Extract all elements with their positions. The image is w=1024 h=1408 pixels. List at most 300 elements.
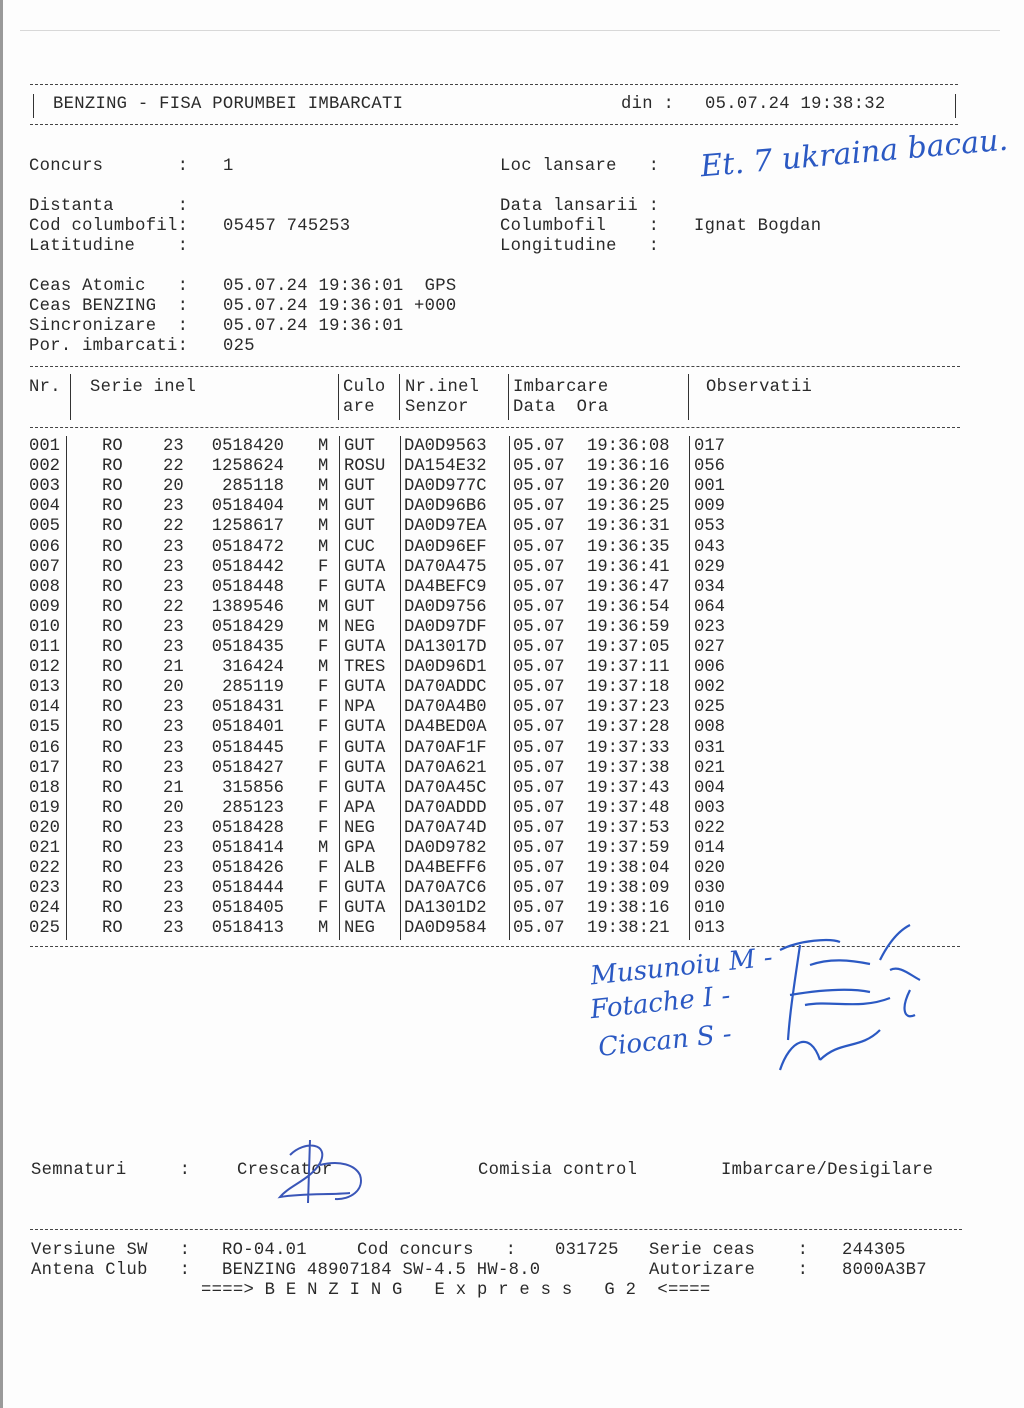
cell-an: 23 <box>163 839 184 858</box>
cell-observatii: 027 <box>694 638 725 657</box>
cell-ora: 19:37:33 <box>587 738 670 758</box>
cell-tara: RO <box>102 798 123 818</box>
crescator-signature <box>260 1135 380 1215</box>
concurs-value: 1 <box>223 157 234 176</box>
cell-tara: RO <box>102 557 123 577</box>
table-row <box>0 517 760 537</box>
col-header-imbarcare-1: Imbarcare <box>513 378 609 397</box>
cell-an: 23 <box>163 497 184 517</box>
cell-nr: 016 <box>29 738 60 758</box>
cell-inel: 0518445 <box>211 738 284 758</box>
cell-observatii: 031 <box>694 738 725 758</box>
imbarcare-desigilare-label: Imbarcare/Desigilare <box>721 1161 934 1180</box>
latitudine-label: Latitudine : <box>29 237 189 256</box>
distanta-label: Distanta : <box>29 197 189 216</box>
cell-culoare: GUTA <box>344 678 386 698</box>
cell-inel: 0518472 <box>211 537 284 557</box>
cell-an: 23 <box>163 859 184 879</box>
cell-nr: 001 <box>29 437 60 456</box>
cell-senzor: DA0D96D1 <box>404 658 487 678</box>
cell-inel: 0518401 <box>211 718 284 738</box>
cell-tara: RO <box>102 859 123 879</box>
cell-senzor: DA1301D2 <box>404 899 487 919</box>
cell-culoare: CUC <box>344 537 375 557</box>
cell-sex: M <box>318 617 329 637</box>
cell-ora: 19:38:16 <box>587 899 670 919</box>
cell-nr: 003 <box>29 477 60 497</box>
header-sep-4 <box>508 374 509 420</box>
cell-culoare: GUTA <box>344 557 386 577</box>
cell-inel: 0518404 <box>211 497 284 517</box>
cell-ora: 19:36:16 <box>587 457 670 477</box>
autorizare-label: Autorizare : <box>649 1261 809 1280</box>
cell-an: 20 <box>163 798 184 818</box>
cell-ora: 19:37:23 <box>587 698 670 718</box>
table-row <box>0 779 760 799</box>
cod-columbofil-label: Cod columbofil: <box>29 217 189 236</box>
cell-an: 23 <box>163 698 184 718</box>
cell-sex: M <box>318 658 329 678</box>
cell-inel: 0518429 <box>211 617 284 637</box>
cell-ora: 19:36:31 <box>587 517 670 537</box>
table-row <box>0 899 760 919</box>
cell-data: 05.07 <box>513 577 565 597</box>
cell-culoare: NEG <box>344 919 375 939</box>
cell-culoare: GUT <box>344 437 375 456</box>
cell-senzor: DA0D9584 <box>404 919 487 939</box>
cell-senzor: DA70A7C6 <box>404 879 487 899</box>
cell-inel: 0518420 <box>211 437 284 456</box>
cell-an: 23 <box>163 638 184 657</box>
table-row <box>0 538 760 558</box>
cell-culoare: GUT <box>344 517 375 537</box>
concurs-label: Concurs : <box>29 157 189 176</box>
cell-nr: 018 <box>29 778 60 798</box>
cell-an: 23 <box>163 738 184 758</box>
cell-nr: 020 <box>29 818 60 838</box>
cell-sex: F <box>318 557 329 577</box>
table-row <box>0 919 760 939</box>
cell-tara: RO <box>102 758 123 778</box>
document-title: BENZING - FISA PORUMBEI IMBARCATI <box>53 95 404 114</box>
cell-tara: RO <box>102 879 123 899</box>
header-box-bottom <box>30 124 958 125</box>
cell-senzor: DA4BEFF6 <box>404 859 487 879</box>
col-header-observatii: Observatii <box>706 378 813 397</box>
cell-an: 20 <box>163 477 184 497</box>
cell-data: 05.07 <box>513 859 565 879</box>
commission-signatures <box>760 920 940 1080</box>
ceas-benzing-label: Ceas BENZING : <box>29 297 189 316</box>
cell-tara: RO <box>102 738 123 758</box>
cell-data: 05.07 <box>513 638 565 657</box>
table-row <box>0 497 760 517</box>
cell-ora: 19:36:41 <box>587 557 670 577</box>
cell-observatii: 009 <box>694 497 725 517</box>
cell-tara: RO <box>102 437 123 456</box>
cell-senzor: DA0D97DF <box>404 617 487 637</box>
cell-ora: 19:37:05 <box>587 638 670 657</box>
cell-an: 21 <box>163 658 184 678</box>
cell-tara: RO <box>102 899 123 919</box>
cell-ora: 19:36:54 <box>587 597 670 617</box>
cell-culoare: APA <box>344 798 375 818</box>
semnaturi-label: Semnaturi : <box>31 1161 191 1180</box>
cell-observatii: 017 <box>694 437 725 456</box>
cell-tara: RO <box>102 658 123 678</box>
cell-an: 22 <box>163 517 184 537</box>
cell-nr: 015 <box>29 718 60 738</box>
cell-culoare: GUTA <box>344 738 386 758</box>
cell-data: 05.07 <box>513 557 565 577</box>
header-box-left <box>33 94 34 118</box>
cell-tara: RO <box>102 638 123 657</box>
cell-sex: M <box>318 437 329 456</box>
table-row <box>0 859 760 879</box>
header-sep-2 <box>338 374 339 420</box>
cell-culoare: NEG <box>344 818 375 838</box>
columbofil-label: Columbofil : <box>500 217 660 236</box>
cell-tara: RO <box>102 537 123 557</box>
cell-nr: 002 <box>29 457 60 477</box>
cell-inel: 285118 <box>222 477 284 497</box>
cell-sex: F <box>318 738 329 758</box>
cell-nr: 005 <box>29 517 60 537</box>
cell-data: 05.07 <box>513 437 565 456</box>
cell-nr: 012 <box>29 658 60 678</box>
table-row <box>0 819 760 839</box>
cell-sex: M <box>318 457 329 477</box>
cell-inel: 285123 <box>222 798 284 818</box>
cell-senzor: DA4BED0A <box>404 718 487 738</box>
cell-sex: F <box>318 879 329 899</box>
cell-data: 05.07 <box>513 899 565 919</box>
cell-ora: 19:37:59 <box>587 839 670 858</box>
cell-data: 05.07 <box>513 597 565 617</box>
cell-sex: F <box>318 778 329 798</box>
cell-observatii: 025 <box>694 698 725 718</box>
cell-senzor: DA70AF1F <box>404 738 487 758</box>
cell-an: 23 <box>163 557 184 577</box>
cell-culoare: GUTA <box>344 638 386 657</box>
cell-senzor: DA70A621 <box>404 758 487 778</box>
cod-concurs-label: Cod concurs : <box>357 1241 517 1260</box>
cell-inel: 0518428 <box>211 818 284 838</box>
cell-sex: F <box>318 577 329 597</box>
cell-sex: M <box>318 597 329 617</box>
cell-nr: 006 <box>29 537 60 557</box>
cell-ora: 19:37:48 <box>587 798 670 818</box>
cell-nr: 009 <box>29 597 60 617</box>
cell-observatii: 002 <box>694 678 725 698</box>
cell-nr: 019 <box>29 798 60 818</box>
cell-sex: F <box>318 899 329 919</box>
ceas-benzing-value: 05.07.24 19:36:01 +000 <box>223 297 457 316</box>
cell-tara: RO <box>102 457 123 477</box>
cell-sex: F <box>318 718 329 738</box>
cell-data: 05.07 <box>513 758 565 778</box>
cell-observatii: 029 <box>694 557 725 577</box>
page-top-rule <box>20 30 1000 31</box>
cell-observatii: 034 <box>694 577 725 597</box>
cell-data: 05.07 <box>513 919 565 939</box>
cell-nr: 024 <box>29 899 60 919</box>
cell-observatii: 030 <box>694 879 725 899</box>
cell-sex: F <box>318 859 329 879</box>
cell-an: 22 <box>163 457 184 477</box>
table-row <box>0 658 760 678</box>
cell-inel: 0518431 <box>211 698 284 718</box>
cell-tara: RO <box>102 718 123 738</box>
cell-an: 23 <box>163 879 184 899</box>
cell-tara: RO <box>102 678 123 698</box>
cell-data: 05.07 <box>513 698 565 718</box>
cell-culoare: GUT <box>344 497 375 517</box>
table-row <box>0 618 760 638</box>
table-row <box>0 578 760 598</box>
cell-inel: 315856 <box>222 778 284 798</box>
table-row <box>0 839 760 859</box>
cell-an: 20 <box>163 678 184 698</box>
cell-ora: 19:36:08 <box>587 437 670 456</box>
antena-club-value: BENZING 48907184 SW-4.5 HW-8.0 <box>222 1261 541 1280</box>
table-row <box>0 799 760 819</box>
cell-data: 05.07 <box>513 818 565 838</box>
cell-senzor: DA0D977C <box>404 477 487 497</box>
cell-senzor: DA70A4B0 <box>404 698 487 718</box>
cell-nr: 014 <box>29 698 60 718</box>
por-imbarcati-value: 025 <box>223 337 255 356</box>
cell-an: 23 <box>163 537 184 557</box>
cell-observatii: 053 <box>694 517 725 537</box>
cell-data: 05.07 <box>513 839 565 858</box>
commission-name-3: Ciocan S - <box>596 1019 733 1063</box>
col-header-imbarcare-2: Data Ora <box>513 398 609 417</box>
cell-culoare: GUTA <box>344 879 386 899</box>
cell-nr: 017 <box>29 758 60 778</box>
data-lansarii-label: Data lansarii : <box>500 197 660 216</box>
cell-observatii: 001 <box>694 477 725 497</box>
cell-sex: F <box>318 758 329 778</box>
cell-sex: M <box>318 537 329 557</box>
cell-observatii: 043 <box>694 537 725 557</box>
table-header-rule <box>30 427 960 428</box>
longitudine-label: Longitudine : <box>500 237 660 256</box>
cell-data: 05.07 <box>513 497 565 517</box>
cell-senzor: DA13017D <box>404 638 487 657</box>
col-header-culoare-1: Culo <box>343 378 386 397</box>
cell-tara: RO <box>102 778 123 798</box>
header-sep-1 <box>70 374 71 420</box>
cell-culoare: GUT <box>344 477 375 497</box>
cell-observatii: 006 <box>694 658 725 678</box>
cell-observatii: 004 <box>694 778 725 798</box>
crescator-label: Crescator <box>237 1161 333 1180</box>
cell-tara: RO <box>102 839 123 858</box>
cell-tara: RO <box>102 919 123 939</box>
header-sep-3 <box>399 374 400 420</box>
cell-ora: 19:38:04 <box>587 859 670 879</box>
cell-ora: 19:38:21 <box>587 919 670 939</box>
cell-culoare: NPA <box>344 698 375 718</box>
table-row <box>0 638 760 658</box>
table-row <box>0 759 760 779</box>
cell-ora: 19:36:35 <box>587 537 670 557</box>
cell-senzor: DA70A475 <box>404 557 487 577</box>
cell-data: 05.07 <box>513 738 565 758</box>
table-row <box>0 718 760 738</box>
ceas-atomic-label: Ceas Atomic : <box>29 277 189 296</box>
cell-data: 05.07 <box>513 457 565 477</box>
cell-tara: RO <box>102 597 123 617</box>
sincronizare-value: 05.07.24 19:36:01 <box>223 317 404 336</box>
cell-inel: 0518444 <box>211 879 284 899</box>
cell-culoare: GUT <box>344 597 375 617</box>
cell-nr: 022 <box>29 859 60 879</box>
cell-data: 05.07 <box>513 798 565 818</box>
por-imbarcati-label: Por. imbarcati: <box>29 337 189 356</box>
cell-data: 05.07 <box>513 537 565 557</box>
table-top-rule <box>30 366 960 367</box>
cell-culoare: GPA <box>344 839 375 858</box>
cell-an: 23 <box>163 899 184 919</box>
table-row <box>0 477 760 497</box>
sincronizare-label: Sincronizare : <box>29 317 189 336</box>
antena-club-label: Antena Club : <box>31 1261 191 1280</box>
cell-nr: 010 <box>29 617 60 637</box>
cell-nr: 023 <box>29 879 60 899</box>
cell-inel: 316424 <box>222 658 284 678</box>
cell-ora: 19:36:59 <box>587 617 670 637</box>
cell-senzor: DA0D9756 <box>404 597 487 617</box>
cell-inel: 0518435 <box>211 638 284 657</box>
header-sep-5 <box>688 374 689 420</box>
comisia-control-label: Comisia control <box>478 1161 638 1180</box>
col-header-culoare-2: are <box>343 398 375 417</box>
cell-ora: 19:37:43 <box>587 778 670 798</box>
cell-data: 05.07 <box>513 678 565 698</box>
cell-senzor: DA70A45C <box>404 778 487 798</box>
cell-inel: 0518427 <box>211 758 284 778</box>
commission-name-1: Musunoiu M - <box>588 942 774 992</box>
col-header-nr-inel-1: Nr.inel <box>405 378 480 397</box>
cell-an: 23 <box>163 617 184 637</box>
cell-an: 23 <box>163 919 184 939</box>
cell-senzor: DA0D9782 <box>404 839 487 858</box>
table-row <box>0 437 760 457</box>
cell-data: 05.07 <box>513 879 565 899</box>
cell-an: 23 <box>163 718 184 738</box>
col-header-nr: Nr. <box>29 378 61 397</box>
cell-sex: F <box>318 818 329 838</box>
cell-tara: RO <box>102 477 123 497</box>
cell-an: 23 <box>163 437 184 456</box>
cell-tara: RO <box>102 698 123 718</box>
cell-tara: RO <box>102 617 123 637</box>
cell-culoare: GUTA <box>344 718 386 738</box>
cell-observatii: 020 <box>694 859 725 879</box>
cell-ora: 19:38:09 <box>587 879 670 899</box>
table-row <box>0 558 760 578</box>
cell-observatii: 010 <box>694 899 725 919</box>
cell-inel: 1389546 <box>211 597 284 617</box>
print-date-value: 05.07.24 19:38:32 <box>705 95 886 114</box>
cell-culoare: GUTA <box>344 778 386 798</box>
cell-senzor: DA4BEFC9 <box>404 577 487 597</box>
footer-rule <box>30 1229 962 1230</box>
cell-inel: 0518442 <box>211 557 284 577</box>
cell-culoare: ALB <box>344 859 375 879</box>
cell-senzor: DA0D96B6 <box>404 497 487 517</box>
cod-columbofil-value: 05457 745253 <box>223 217 351 236</box>
cell-observatii: 003 <box>694 798 725 818</box>
cell-nr: 011 <box>29 638 60 657</box>
cell-nr: 008 <box>29 577 60 597</box>
cell-observatii: 022 <box>694 818 725 838</box>
cell-nr: 025 <box>29 919 60 939</box>
cell-observatii: 056 <box>694 457 725 477</box>
cell-sex: F <box>318 798 329 818</box>
cell-an: 23 <box>163 818 184 838</box>
cell-sex: M <box>318 497 329 517</box>
cell-culoare: TRES <box>344 658 386 678</box>
cell-tara: RO <box>102 577 123 597</box>
cell-culoare: GUTA <box>344 758 386 778</box>
cell-observatii: 021 <box>694 758 725 778</box>
cell-inel: 1258617 <box>211 517 284 537</box>
cell-an: 22 <box>163 597 184 617</box>
cell-inel: 0518405 <box>211 899 284 919</box>
cell-culoare: GUTA <box>344 577 386 597</box>
cell-sex: M <box>318 919 329 939</box>
cell-data: 05.07 <box>513 477 565 497</box>
loc-lansare-label: Loc lansare : <box>500 157 660 176</box>
cell-ora: 19:36:47 <box>587 577 670 597</box>
cell-sex: F <box>318 638 329 657</box>
cod-concurs-value: 031725 <box>555 1241 619 1260</box>
cell-data: 05.07 <box>513 718 565 738</box>
cell-inel: 0518413 <box>211 919 284 939</box>
cell-tara: RO <box>102 818 123 838</box>
cell-ora: 19:37:38 <box>587 758 670 778</box>
cell-culoare: ROSU <box>344 457 386 477</box>
cell-sex: F <box>318 698 329 718</box>
table-row <box>0 879 760 899</box>
cell-ora: 19:36:20 <box>587 477 670 497</box>
benzing-banner: ====> B E N Z I N G E x p r e s s G 2 <==== <box>201 1281 711 1300</box>
cell-observatii: 014 <box>694 839 725 858</box>
cell-data: 05.07 <box>513 617 565 637</box>
cell-tara: RO <box>102 497 123 517</box>
cell-senzor: DA70ADDC <box>404 678 487 698</box>
cell-tara: RO <box>102 517 123 537</box>
serie-ceas-label: Serie ceas : <box>649 1241 809 1260</box>
table-row <box>0 739 760 759</box>
cell-senzor: DA70A74D <box>404 818 487 838</box>
cell-senzor: DA0D97EA <box>404 517 487 537</box>
ceas-atomic-value: 05.07.24 19:36:01 GPS <box>223 277 457 296</box>
cell-ora: 19:37:53 <box>587 818 670 838</box>
serie-ceas-value: 244305 <box>842 1241 906 1260</box>
col-header-serie-inel: Serie inel <box>90 378 197 397</box>
autorizare-value: 8000A3B7 <box>842 1261 927 1280</box>
cell-sex: M <box>318 477 329 497</box>
cell-observatii: 023 <box>694 617 725 637</box>
header-box-top <box>30 84 958 85</box>
cell-observatii: 064 <box>694 597 725 617</box>
cell-senzor: DA0D9563 <box>404 437 487 456</box>
cell-inel: 1258624 <box>211 457 284 477</box>
